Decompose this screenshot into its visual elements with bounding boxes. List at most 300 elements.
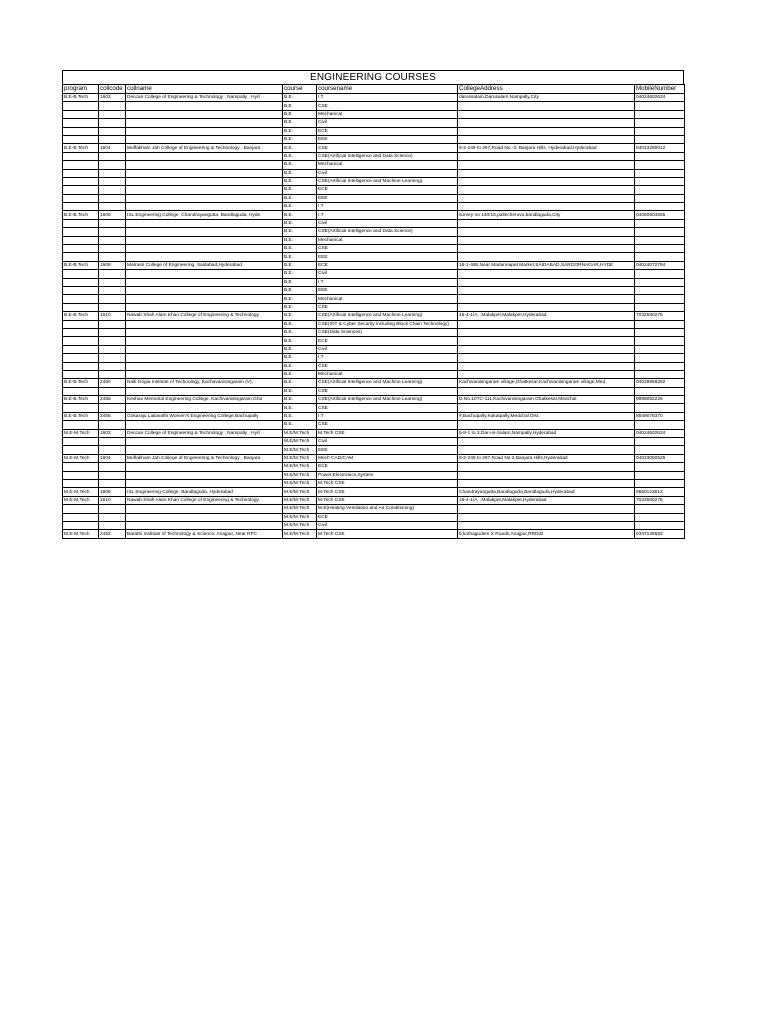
program-cell: [63, 135, 99, 143]
course-cell: B.E.: [283, 228, 317, 236]
collname-cell: Nawab Shah Alam Khan College of Engineering & Technology: [126, 496, 283, 504]
collname-cell: [126, 370, 283, 378]
collcode-cell: [99, 219, 126, 227]
course-cell: B.E.: [283, 370, 317, 378]
table-row: [63, 211, 685, 219]
collname-cell: Barathi Institute of Technology & Science, Anajpur, Near RFC: [126, 530, 283, 538]
collname-cell: [126, 471, 283, 479]
course-cell: B.E.: [283, 270, 317, 278]
address-cell: [458, 295, 635, 303]
address-cell: [458, 521, 635, 529]
mobile-cell: 8649078370: [635, 412, 685, 420]
collname-cell: [126, 245, 283, 253]
coursename-cell: Civil: [317, 169, 458, 177]
coursename-cell: Civil: [317, 438, 458, 446]
address-cell: [458, 387, 635, 395]
address-cell: [458, 253, 635, 261]
mobile-cell: [635, 370, 685, 378]
course-cell: B.E.: [283, 379, 317, 387]
address-cell: D.No.10TC-111,Kachivanisingaram,Ghatkesar,Medchal: [458, 396, 635, 404]
header-college-address: CollegeAddress: [458, 85, 635, 94]
collcode-cell: [99, 479, 126, 487]
course-cell: B.E.: [283, 177, 317, 185]
table-row: [63, 412, 685, 420]
table-row: [63, 337, 685, 345]
mobile-cell: [635, 186, 685, 194]
mobile-cell: [635, 505, 685, 513]
mobile-cell: 04060504555: [635, 211, 685, 219]
collname-cell: [126, 345, 283, 353]
program-cell: M.E-M.Tech: [63, 488, 99, 496]
program-cell: [63, 278, 99, 286]
table-row: [63, 521, 685, 529]
course-cell: B.E.: [283, 387, 317, 395]
address-cell: [458, 119, 635, 127]
collcode-cell: [99, 404, 126, 412]
course-cell: M.E/M.Tech: [283, 496, 317, 504]
program-cell: B.E-B.Tech: [63, 379, 99, 387]
table-row: [63, 496, 685, 504]
coursename-cell: EEE: [317, 135, 458, 143]
program-cell: [63, 328, 99, 336]
collname-cell: [126, 161, 283, 169]
coursename-cell: CSE(Artificial Intelligence and Data Science): [317, 228, 458, 236]
spreadsheet: [62, 70, 684, 539]
program-cell: [63, 505, 99, 513]
table-row: [63, 110, 685, 118]
mobile-cell: [635, 438, 685, 446]
address-cell: 8-2-249 to 267,Road No.-3, Banjara Hills, Hyderabad,Hyderabad: [458, 144, 635, 152]
table-row: [63, 303, 685, 311]
courses-table: [62, 84, 685, 539]
mobile-cell: 04023280012: [635, 144, 685, 152]
collname-cell: [126, 505, 283, 513]
collname-cell: Muffakham Jah College of Engineering & Technology , Banjara: [126, 454, 283, 462]
course-cell: B.E.: [283, 278, 317, 286]
mobile-cell: [635, 152, 685, 160]
coursename-cell: CSE(Artificial Intelligence and Machine Learning): [317, 312, 458, 320]
address-cell: 8-2-249 to 267,Road No 3,Banjara Hills,Hyderabad: [458, 454, 635, 462]
collname-cell: [126, 119, 283, 127]
collcode-cell: [99, 471, 126, 479]
table-row: [63, 203, 685, 211]
collcode-cell: [99, 186, 126, 194]
address-cell: Kachivanisingaram village,Ghatkesar,Kachivanisingaram village,Med: [458, 379, 635, 387]
collname-cell: [126, 446, 283, 454]
course-cell: M.E/M.Tech: [283, 446, 317, 454]
sheet-title: ENGINEERING COURSES: [309, 72, 437, 83]
course-cell: B.E.: [283, 328, 317, 336]
collcode-cell: [99, 446, 126, 454]
table-row: [63, 429, 685, 437]
course-cell: B.E.: [283, 169, 317, 177]
coursename-cell: Mech CAD/CAM: [317, 454, 458, 462]
collcode-cell: [99, 102, 126, 110]
course-cell: B.E.: [283, 119, 317, 127]
course-cell: M.E/M.Tech: [283, 454, 317, 462]
table-row: [63, 219, 685, 227]
mobile-cell: 04024072764: [635, 261, 685, 269]
collname-cell: [126, 421, 283, 429]
mobile-cell: [635, 513, 685, 521]
mobile-cell: [635, 463, 685, 471]
mobile-cell: 9347136592: [635, 530, 685, 538]
mobile-cell: [635, 245, 685, 253]
program-cell: B.E-B.Tech: [63, 396, 99, 404]
coursename-cell: CSE(Artificial Intelligence and Machine Learning): [317, 177, 458, 185]
program-cell: M.E-M.Tech: [63, 429, 99, 437]
collcode-cell: [99, 135, 126, 143]
course-cell: B.E.: [283, 396, 317, 404]
collname-cell: [126, 513, 283, 521]
mobile-cell: [635, 354, 685, 362]
collcode-cell: [99, 303, 126, 311]
coursename-cell: CSE: [317, 362, 458, 370]
course-cell: M.E/M.Tech: [283, 513, 317, 521]
course-cell: B.E.: [283, 245, 317, 253]
collname-cell: [126, 102, 283, 110]
mobile-cell: 7032580275: [635, 496, 685, 504]
program-cell: [63, 337, 99, 345]
coursename-cell: I.T: [317, 211, 458, 219]
mobile-cell: [635, 102, 685, 110]
program-cell: [63, 161, 99, 169]
program-cell: [63, 404, 99, 412]
mobile-cell: [635, 303, 685, 311]
table-row: [63, 228, 685, 236]
course-cell: B.E.: [283, 345, 317, 353]
coursename-cell: Civil: [317, 345, 458, 353]
program-cell: [63, 362, 99, 370]
header-mobile-number: MobileNumber: [635, 85, 685, 94]
table-row: [63, 194, 685, 202]
coursename-cell: Civil: [317, 219, 458, 227]
collname-cell: Gokaraju Lailavathi Women's Engineering College,Bachupally: [126, 412, 283, 420]
coursename-cell: I.T: [317, 203, 458, 211]
address-cell: [458, 177, 635, 185]
collcode-cell: [99, 337, 126, 345]
table-row: [63, 354, 685, 362]
coursename-cell: EEE: [317, 194, 458, 202]
course-cell: B.E.: [283, 412, 317, 420]
address-cell: [458, 328, 635, 336]
course-cell: M.E/M.Tech: [283, 479, 317, 487]
program-cell: [63, 119, 99, 127]
course-cell: B.E.: [283, 152, 317, 160]
collcode-cell: [99, 127, 126, 135]
address-cell: [458, 404, 635, 412]
collname-cell: [126, 228, 283, 236]
program-cell: [63, 421, 99, 429]
mobile-cell: [635, 278, 685, 286]
program-cell: [63, 245, 99, 253]
mobile-cell: [635, 286, 685, 294]
address-cell: [458, 303, 635, 311]
collname-cell: [126, 278, 283, 286]
course-cell: B.E.: [283, 320, 317, 328]
address-cell: [458, 278, 635, 286]
course-cell: B.E.: [283, 161, 317, 169]
address-cell: [458, 446, 635, 454]
course-cell: M.E/M.Tech: [283, 429, 317, 437]
collname-cell: ISL Engineering College, Bandlaguda, Hyderabad: [126, 488, 283, 496]
mobile-cell: [635, 228, 685, 236]
coursename-cell: M.E(Heating Ventilation and Air Conditioning): [317, 505, 458, 513]
course-cell: B.E.: [283, 261, 317, 269]
collcode-cell: [99, 236, 126, 244]
coursename-cell: ECE: [317, 186, 458, 194]
course-cell: M.E/M.Tech: [283, 505, 317, 513]
coursename-cell: Mechanical: [317, 370, 458, 378]
coursename-cell: Mechanical: [317, 110, 458, 118]
table-row: [63, 320, 685, 328]
coursename-cell: ECE: [317, 337, 458, 345]
collname-cell: [126, 354, 283, 362]
table-row: [63, 488, 685, 496]
address-cell: [458, 471, 635, 479]
collname-cell: [126, 236, 283, 244]
program-cell: B.E-B.Tech: [63, 94, 99, 102]
course-cell: B.E.: [283, 110, 317, 118]
address-cell: Chandrayangutta,Bandlaguda,Bandlaguda,Hyderabad: [458, 488, 635, 496]
course-cell: B.E.: [283, 253, 317, 261]
program-cell: [63, 219, 99, 227]
header-course: course: [283, 85, 317, 94]
table-row: [63, 135, 685, 143]
coursename-cell: I.T: [317, 94, 458, 102]
table-row: [63, 270, 685, 278]
address-cell: [458, 479, 635, 487]
collcode-cell: [99, 295, 126, 303]
course-cell: B.E.: [283, 362, 317, 370]
program-cell: [63, 127, 99, 135]
mobile-cell: 04024602634: [635, 429, 685, 437]
mobile-cell: [635, 337, 685, 345]
mobile-cell: [635, 446, 685, 454]
mobile-cell: [635, 295, 685, 303]
collname-cell: Muffakham Jah College of Engineering & Technology , Banjara: [126, 144, 283, 152]
header-coursename: coursename: [317, 85, 458, 94]
course-cell: B.E.: [283, 312, 317, 320]
course-cell: B.E.: [283, 102, 317, 110]
collname-cell: [126, 253, 283, 261]
program-cell: [63, 521, 99, 529]
collcode-cell: 2455: [99, 396, 126, 404]
address-cell: [458, 169, 635, 177]
mobile-cell: 9989052226: [635, 396, 685, 404]
coursename-cell: M.Tech CSE: [317, 479, 458, 487]
program-cell: [63, 102, 99, 110]
coursename-cell: I.T: [317, 412, 458, 420]
collname-cell: [126, 521, 283, 529]
table-row: [63, 530, 685, 538]
collname-cell: Matrusri College of Engineering, Saidabad,Hyderabad: [126, 261, 283, 269]
mobile-cell: [635, 362, 685, 370]
collname-cell: [126, 463, 283, 471]
address-cell: [458, 286, 635, 294]
table-row: [63, 152, 685, 160]
collcode-cell: [99, 286, 126, 294]
program-cell: [63, 438, 99, 446]
program-cell: [63, 370, 99, 378]
program-cell: [63, 228, 99, 236]
mobile-cell: [635, 110, 685, 118]
table-row: [63, 177, 685, 185]
program-cell: [63, 186, 99, 194]
collname-cell: [126, 387, 283, 395]
table-row: [63, 479, 685, 487]
coursename-cell: Civil: [317, 521, 458, 529]
course-cell: B.E.: [283, 186, 317, 194]
coursename-cell: ECE: [317, 261, 458, 269]
collcode-cell: [99, 119, 126, 127]
header-program: program: [63, 85, 99, 94]
program-cell: B.E-B.Tech: [63, 312, 99, 320]
mobile-cell: [635, 345, 685, 353]
course-cell: B.E.: [283, 303, 317, 311]
table-row: [63, 463, 685, 471]
collname-cell: [126, 303, 283, 311]
course-cell: B.E.: [283, 144, 317, 152]
program-cell: [63, 169, 99, 177]
collcode-cell: [99, 421, 126, 429]
coursename-cell: CSE: [317, 144, 458, 152]
program-cell: [63, 253, 99, 261]
table-row: [63, 295, 685, 303]
table-row: [63, 312, 685, 320]
collcode-cell: 1603: [99, 429, 126, 437]
course-cell: B.E.: [283, 286, 317, 294]
coursename-cell: M.Tech CSE: [317, 496, 458, 504]
coursename-cell: Power,Electronics,System: [317, 471, 458, 479]
table-row: [63, 169, 685, 177]
coursename-cell: CSE(IOT & Cyber Security including Block Chain Technology): [317, 320, 458, 328]
program-cell: [63, 110, 99, 118]
course-cell: B.E.: [283, 194, 317, 202]
course-cell: B.E.: [283, 337, 317, 345]
table-row: [63, 387, 685, 395]
collcode-cell: [99, 513, 126, 521]
program-cell: [63, 463, 99, 471]
mobile-cell: 7032580275: [635, 312, 685, 320]
collcode-cell: 1605: [99, 211, 126, 219]
collcode-cell: [99, 169, 126, 177]
coursename-cell: CSE: [317, 102, 458, 110]
address-cell: 16-4-1/A, ,Malakpet,Malakpet,Hyderabad: [458, 496, 635, 504]
mobile-cell: [635, 203, 685, 211]
address-cell: [458, 463, 635, 471]
mobile-cell: [635, 135, 685, 143]
collname-cell: Nalli Gogia Institute of Technology, Kachavanisingaram (V),: [126, 379, 283, 387]
collname-cell: [126, 404, 283, 412]
program-cell: [63, 194, 99, 202]
address-cell: [458, 219, 635, 227]
coursename-cell: CSE: [317, 387, 458, 395]
mobile-cell: 04029858282: [635, 379, 685, 387]
collcode-cell: [99, 320, 126, 328]
collname-cell: [126, 328, 283, 336]
mobile-cell: [635, 119, 685, 127]
address-cell: [458, 438, 635, 446]
address-cell: [458, 236, 635, 244]
collname-cell: [126, 186, 283, 194]
mobile-cell: [635, 127, 685, 135]
table-row: [63, 94, 685, 102]
course-cell: M.E/M.Tech: [283, 488, 317, 496]
collcode-cell: [99, 438, 126, 446]
coursename-cell: CSE: [317, 404, 458, 412]
table-row: [63, 362, 685, 370]
course-cell: B.E.: [283, 211, 317, 219]
mobile-cell: [635, 521, 685, 529]
address-cell: [458, 102, 635, 110]
coursename-cell: EEE: [317, 446, 458, 454]
address-cell: [458, 135, 635, 143]
address-cell: darussalam,Darusalam,Nampally,City: [458, 94, 635, 102]
table-row: [63, 505, 685, 513]
coursename-cell: CSE: [317, 245, 458, 253]
program-cell: [63, 479, 99, 487]
address-cell: [458, 513, 635, 521]
program-cell: [63, 152, 99, 160]
mobile-cell: [635, 328, 685, 336]
mobile-cell: 04024602634: [635, 94, 685, 102]
mobile-cell: 9550123612: [635, 488, 685, 496]
coursename-cell: CSE(Artificial Intelligence and Machine Learning): [317, 396, 458, 404]
address-cell: [458, 186, 635, 194]
collname-cell: [126, 110, 283, 118]
table-row: [63, 253, 685, 261]
address-cell: [458, 362, 635, 370]
address-cell: 16-1-486,Near Madannapet Market,SAIDABAD,SAROORNAGAR,HYDE: [458, 261, 635, 269]
coursename-cell: M.Tech CSE: [317, 429, 458, 437]
table-row: [63, 454, 685, 462]
mobile-cell: [635, 177, 685, 185]
coursename-cell: Mechanical: [317, 161, 458, 169]
course-cell: B.E.: [283, 94, 317, 102]
program-cell: [63, 320, 99, 328]
table-row: [63, 144, 685, 152]
collcode-cell: 1610: [99, 312, 126, 320]
mobile-cell: [635, 421, 685, 429]
collname-cell: [126, 295, 283, 303]
sheet-title-row: [62, 70, 684, 84]
address-cell: #,Bachupally,Kukatpally,Medchal Dist.: [458, 412, 635, 420]
address-cell: [458, 127, 635, 135]
table-row: [63, 446, 685, 454]
mobile-cell: 04023050525: [635, 454, 685, 462]
table-row: [63, 127, 685, 135]
collcode-cell: [99, 463, 126, 471]
address-cell: 5-8-1 to 3,Dar-us-Salam,Nampally,Hyderabad: [458, 429, 635, 437]
program-cell: B.E-B.Tech: [63, 261, 99, 269]
coursename-cell: CSE(Artificial Intelligence and Machine Learning): [317, 379, 458, 387]
table-row: [63, 102, 685, 110]
address-cell: [458, 337, 635, 345]
address-cell: [458, 345, 635, 353]
collname-cell: Deccan College of Engineering & Technology , Nampally , Hyd: [126, 94, 283, 102]
address-cell: [458, 152, 635, 160]
collcode-cell: [99, 354, 126, 362]
course-cell: B.E.: [283, 295, 317, 303]
program-cell: [63, 270, 99, 278]
collcode-cell: 1610: [99, 496, 126, 504]
program-cell: [63, 446, 99, 454]
collname-cell: [126, 479, 283, 487]
collcode-cell: [99, 387, 126, 395]
collname-cell: [126, 337, 283, 345]
course-cell: B.E.: [283, 236, 317, 244]
